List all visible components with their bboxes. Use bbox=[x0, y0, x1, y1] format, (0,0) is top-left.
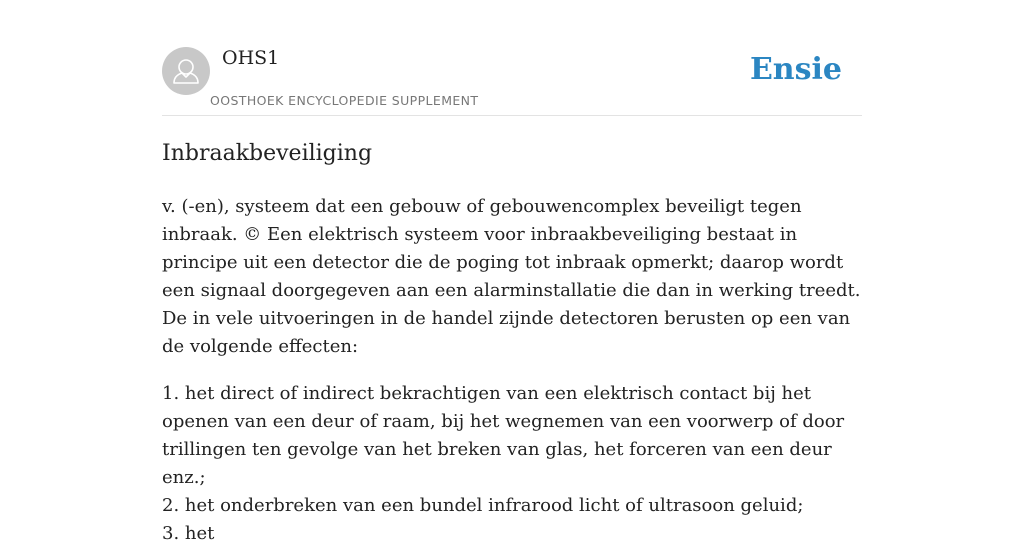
list-item: 1. het direct of indirect bekrachtigen van een elektrisch contact bij het openen van een deur of raam, bij het wegnemen van een voorwerp of door trillingen ten gevolge van het breken van glas, het forceren van een deur enz.; bbox=[162, 383, 845, 488]
source-subtitle[interactable]: OOSTHOEK ENCYCLOPEDIE SUPPLEMENT bbox=[210, 93, 479, 108]
brand-logo[interactable]: Ensie bbox=[749, 52, 842, 87]
article-intro: v. (-en), systeem dat een gebouw of gebouwencomplex beveiligt tegen inbraak. © Een elektrisch systeem voor inbraakbeveiliging bestaat in principe uit een detector die de poging tot inbraak opmerkt; daarop wordt een signaal doorgegeven aan een alarminstallatie die dan in werking treedt. De in vele uitvoeringen in de handel zijnde detectoren berusten op een van de volgende effecten: bbox=[162, 196, 861, 357]
list-item: 3. het bbox=[162, 523, 215, 544]
list-item: 2. het onderbreken van een bundel infrarood licht of ultrasoon geluid; bbox=[162, 495, 804, 516]
user-icon bbox=[162, 47, 210, 95]
article bbox=[162, 138, 864, 548]
header bbox=[162, 0, 862, 116]
article-title: Inbraakbeveiliging bbox=[162, 141, 373, 166]
username[interactable]: OHS1 bbox=[222, 47, 280, 69]
avatar[interactable] bbox=[162, 47, 210, 95]
effects-list bbox=[162, 380, 864, 548]
